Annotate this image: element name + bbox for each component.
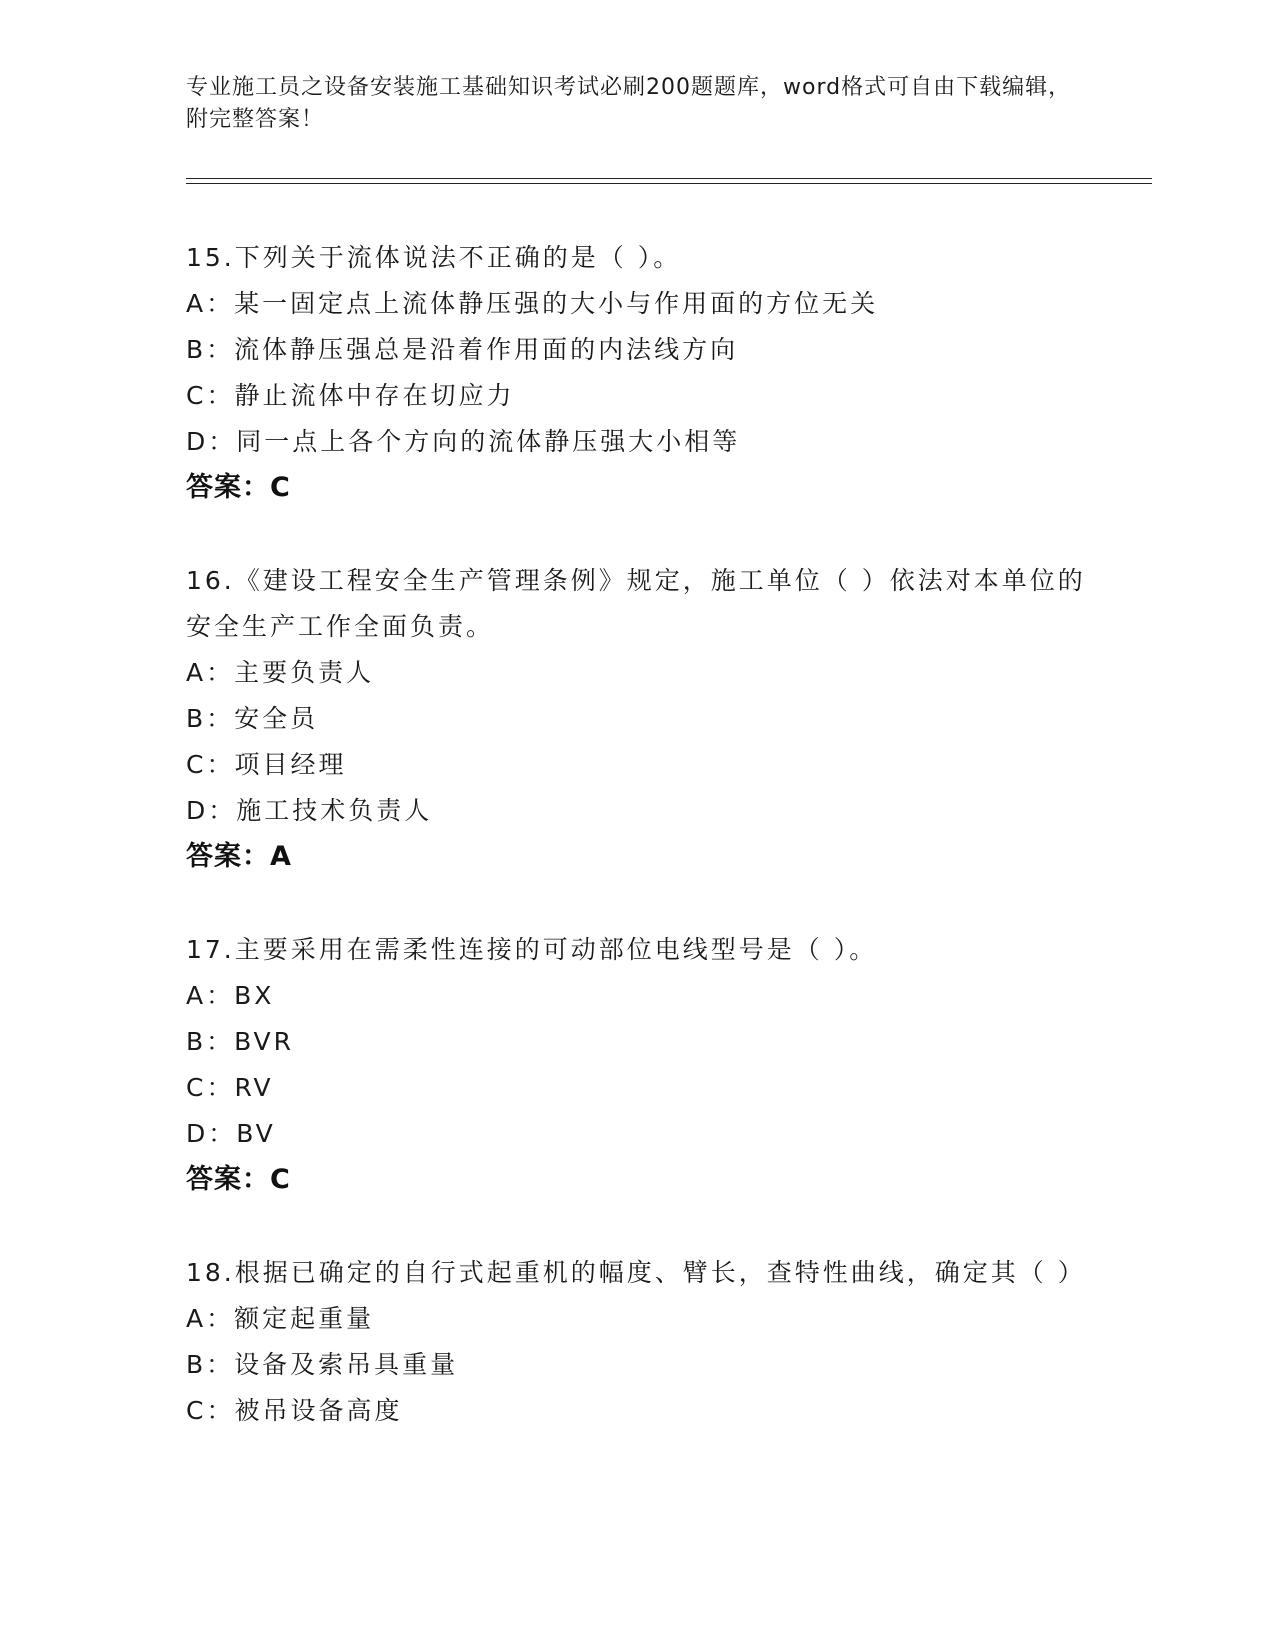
question-18: [186, 1250, 1086, 1434]
option-a: A：BX: [186, 981, 275, 1010]
option-c: C：RV: [186, 1073, 274, 1102]
question-16: [186, 558, 1086, 880]
option-b: B：安全员: [186, 704, 319, 733]
question-list: [186, 235, 1086, 1481]
question-17: [186, 927, 1086, 1203]
option-a: A：某一固定点上流体静压强的大小与作用面的方位无关: [186, 289, 879, 318]
question-stem: 18.根据已确定的自行式起重机的幅度、臂长，查特性曲线，确定其（ ）: [186, 1258, 1086, 1287]
document-header: 专业施工员之设备安装施工基础知识考试必刷200题题库，word格式可自由下载编辑，附完整答案！: [186, 75, 1072, 132]
question-15: [186, 235, 1086, 511]
option-d: D：BV: [186, 1119, 276, 1148]
option-a: A：主要负责人: [186, 658, 375, 687]
header-divider-bottom: [186, 183, 1152, 184]
option-d: D：同一点上各个方向的流体静压强大小相等: [186, 427, 741, 456]
question-stem: 16.《建设工程安全生产管理条例》规定，施工单位（ ）依法对本单位的安全生产工作全面负责。: [186, 566, 1086, 641]
option-c: C：被吊设备高度: [186, 1396, 403, 1425]
option-c: C：静止流体中存在切应力: [186, 381, 515, 410]
answer: 答案：C: [186, 1164, 291, 1195]
option-d: D：施工技术负责人: [186, 796, 433, 825]
option-b: B：BVR: [186, 1027, 295, 1056]
question-stem: 15.下列关于流体说法不正确的是（ ）。: [186, 243, 682, 272]
header-divider-top: [186, 178, 1152, 179]
answer: 答案：C: [186, 472, 291, 503]
option-a: A：额定起重量: [186, 1304, 375, 1333]
option-b: B：设备及索吊具重量: [186, 1350, 459, 1379]
option-b: B：流体静压强总是沿着作用面的内法线方向: [186, 335, 739, 364]
option-c: C：项目经理: [186, 750, 347, 779]
answer: 答案：A: [186, 841, 292, 872]
question-stem: 17.主要采用在需柔性连接的可动部位电线型号是（ ）。: [186, 935, 878, 964]
